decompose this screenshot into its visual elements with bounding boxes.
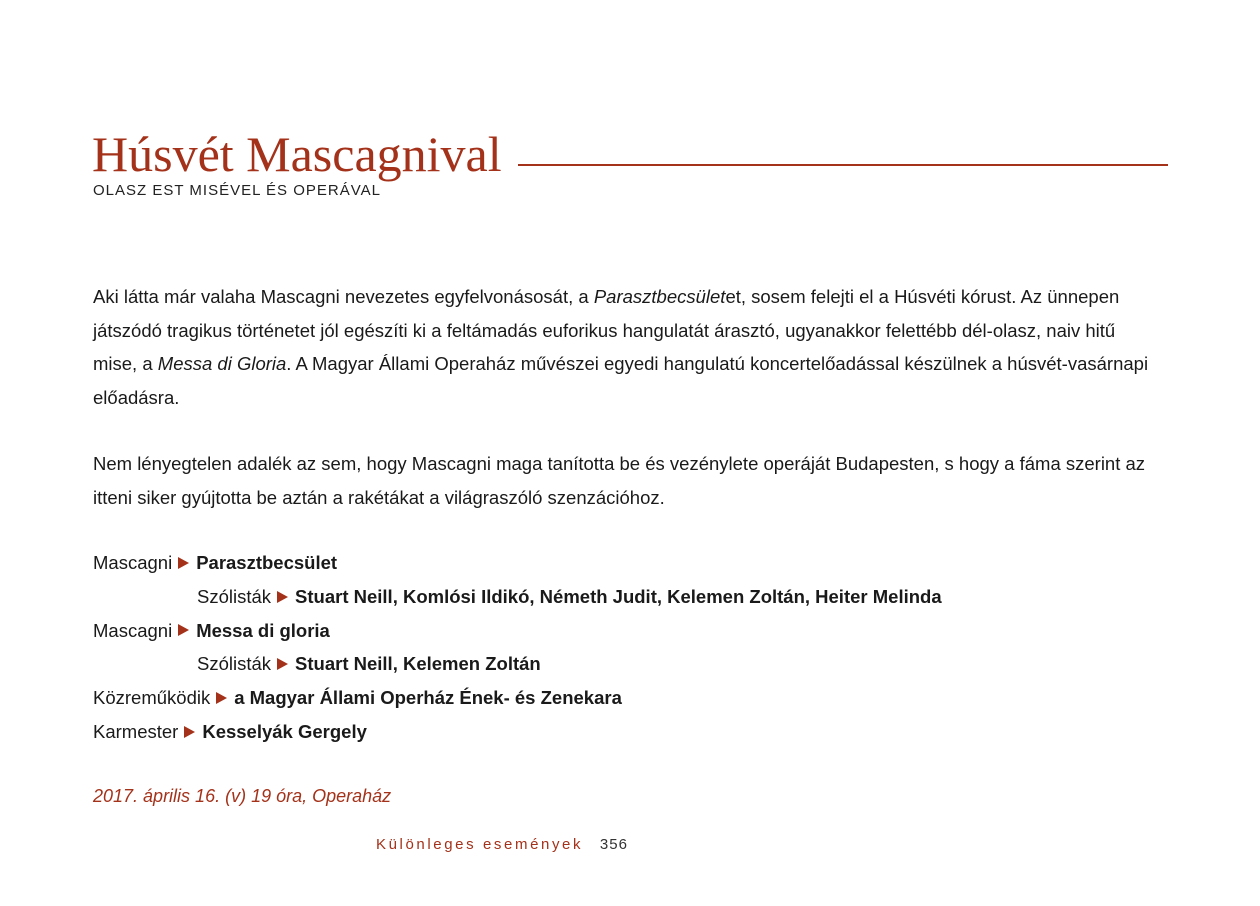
page-footer	[376, 836, 628, 853]
triangle-right-icon	[184, 726, 195, 738]
title-rule	[518, 164, 1168, 166]
credit-label: Karmester	[93, 720, 179, 742]
credits-list	[93, 546, 942, 749]
credit-line	[93, 715, 942, 749]
triangle-right-icon	[277, 658, 288, 670]
credit-value: Stuart Neill, Kelemen Zoltán	[295, 653, 541, 675]
credit-line	[93, 681, 942, 715]
triangle-right-icon	[178, 624, 189, 636]
triangle-right-icon	[277, 591, 288, 603]
paragraph-2: Nem lényegtelen adalék az sem, hogy Mascagni maga tanította be és vezénylete operáját Budapesten, s hogy a fáma szerint az itteni siker gyújtotta be aztán a rakétákat a világraszóló szenzációhoz.	[93, 453, 1146, 508]
footer-section: Különleges események	[376, 836, 584, 853]
title-row	[92, 118, 1168, 184]
credit-value: Kesselyák Gergely	[202, 720, 367, 742]
credit-label: Szólisták	[197, 653, 272, 675]
body-text	[93, 280, 1153, 514]
triangle-right-icon	[216, 692, 227, 704]
credit-value: Stuart Neill, Komlósi Ildikó, Németh Judit, Kelemen Zoltán, Heiter Melinda	[295, 585, 942, 607]
credit-label: Szólisták	[197, 585, 272, 607]
credit-label: Mascagni	[93, 552, 173, 573]
credit-line	[93, 580, 942, 614]
p1-text-3: . A Magyar Állami Operaház művészei egyedi hangulatú koncertelőadással készülnek a húsvét-vasárnapi előadásra.	[93, 353, 1149, 408]
credit-label: Mascagni	[93, 619, 173, 641]
p1-italic-mass-title: Messa di Gloria	[157, 353, 287, 374]
page-title: Húsvét Mascagnival	[92, 126, 502, 182]
page-subtitle: OLASZ EST MISÉVEL ÉS OPERÁVAL	[93, 182, 381, 199]
credit-line	[93, 647, 942, 681]
p1-text-1: Aki látta már valaha Mascagni nevezetes egyfelvonásosát, a	[93, 286, 594, 307]
credit-value: Messa di gloria	[196, 619, 330, 641]
page-number: 356	[599, 836, 628, 853]
paragraph-1	[93, 280, 1153, 414]
p1-text-2: et, sosem felejti el a Húsvéti kórust. Az ünnepen játszódó tragikus történetet jól egészíti ki a feltámadás euforikus hangulatát árasztó, ugyanakkor felettébb dél-olasz, naiv hitű mise, a	[93, 286, 1120, 374]
credit-label: Közreműködik	[93, 687, 211, 709]
credit-line	[93, 546, 942, 580]
p1-italic-work-title: Parasztbecsület	[593, 286, 726, 307]
credit-value: Parasztbecsület	[196, 552, 338, 573]
triangle-right-icon	[178, 557, 189, 569]
credit-line	[93, 614, 942, 648]
credit-value: a Magyar Állami Operház Ének- és Zenekara	[234, 687, 622, 709]
event-date: 2017. április 16. (v) 19 óra, Operaház	[93, 786, 392, 806]
